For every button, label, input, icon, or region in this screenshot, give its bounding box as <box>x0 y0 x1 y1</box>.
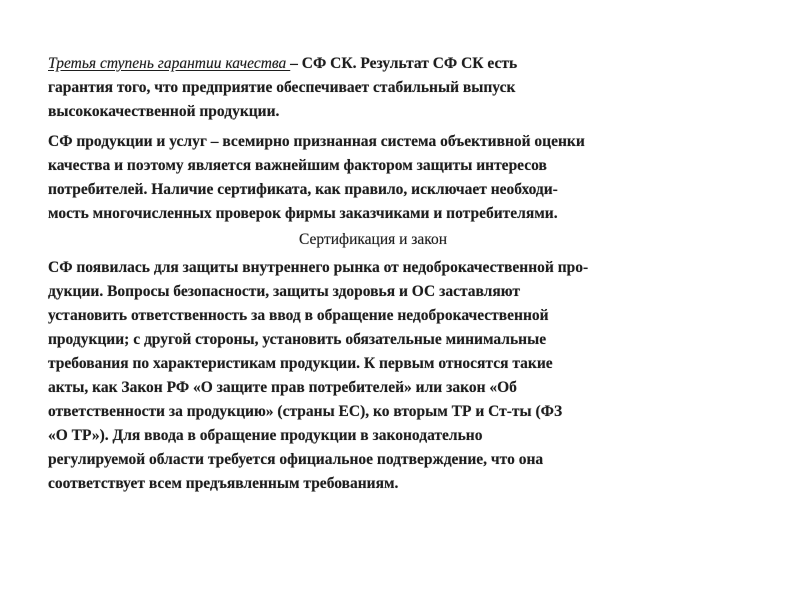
paragraph-line: установить ответственность за ввод в обращение недоброкачественной <box>48 307 549 324</box>
paragraph-line: акты, как Закон РФ «О защите прав потребителей» или закон «Об <box>48 379 517 396</box>
paragraph-line: продукции; с другой стороны, установить обязательные минимальные <box>48 331 547 348</box>
paragraph-line: требования по характеристикам продукции. К первым относятся такие <box>48 355 553 372</box>
paragraph-certification-role <box>48 130 748 226</box>
paragraph-line: СФ появилась для защиты внутреннего рынка от недоброкачественной про- <box>48 259 589 276</box>
lead-phrase-third-stage: Третья ступень гарантии качества <box>48 55 291 72</box>
paragraph-certification-law <box>48 256 748 496</box>
paragraph-line: высококачественной продукции. <box>48 103 280 120</box>
paragraph-line: гарантия того, что предприятие обеспечивает стабильный выпуск <box>48 79 516 96</box>
paragraph-line: регулируемой области требуется официальное подтверждение, что она <box>48 451 544 468</box>
section-heading: Сертификация и закон <box>299 231 448 248</box>
paragraph-line: качества и поэтому является важнейшим фактором защиты интересов <box>48 157 547 174</box>
paragraph-line-text: – СФ СК. Результат СФ СК есть <box>290 55 518 72</box>
paragraph-line: мость многочисленных проверок фирмы заказчиками и потребителями. <box>48 205 558 222</box>
paragraph-third-stage <box>48 52 748 124</box>
paragraph-line: дукции. Вопросы безопасности, защиты здоровья и ОС заставляют <box>48 283 521 300</box>
paragraph-line: ответственности за продукцию» (страны ЕС), ко вторым ТР и Ст-ты (ФЗ <box>48 403 563 420</box>
paragraph-line: «О ТР»). Для ввода в обращение продукции в законодательно <box>48 427 483 444</box>
paragraph-line: СФ продукции и услуг – всемирно признанная система объективной оценки <box>48 133 585 150</box>
slide-text-body <box>48 52 748 496</box>
paragraph-line <box>48 52 748 76</box>
paragraph-line: соответствует всем предъявленным требованиям. <box>48 475 399 492</box>
paragraph-line: потребителей. Наличие сертификата, как правило, исключает необходи- <box>48 181 558 198</box>
